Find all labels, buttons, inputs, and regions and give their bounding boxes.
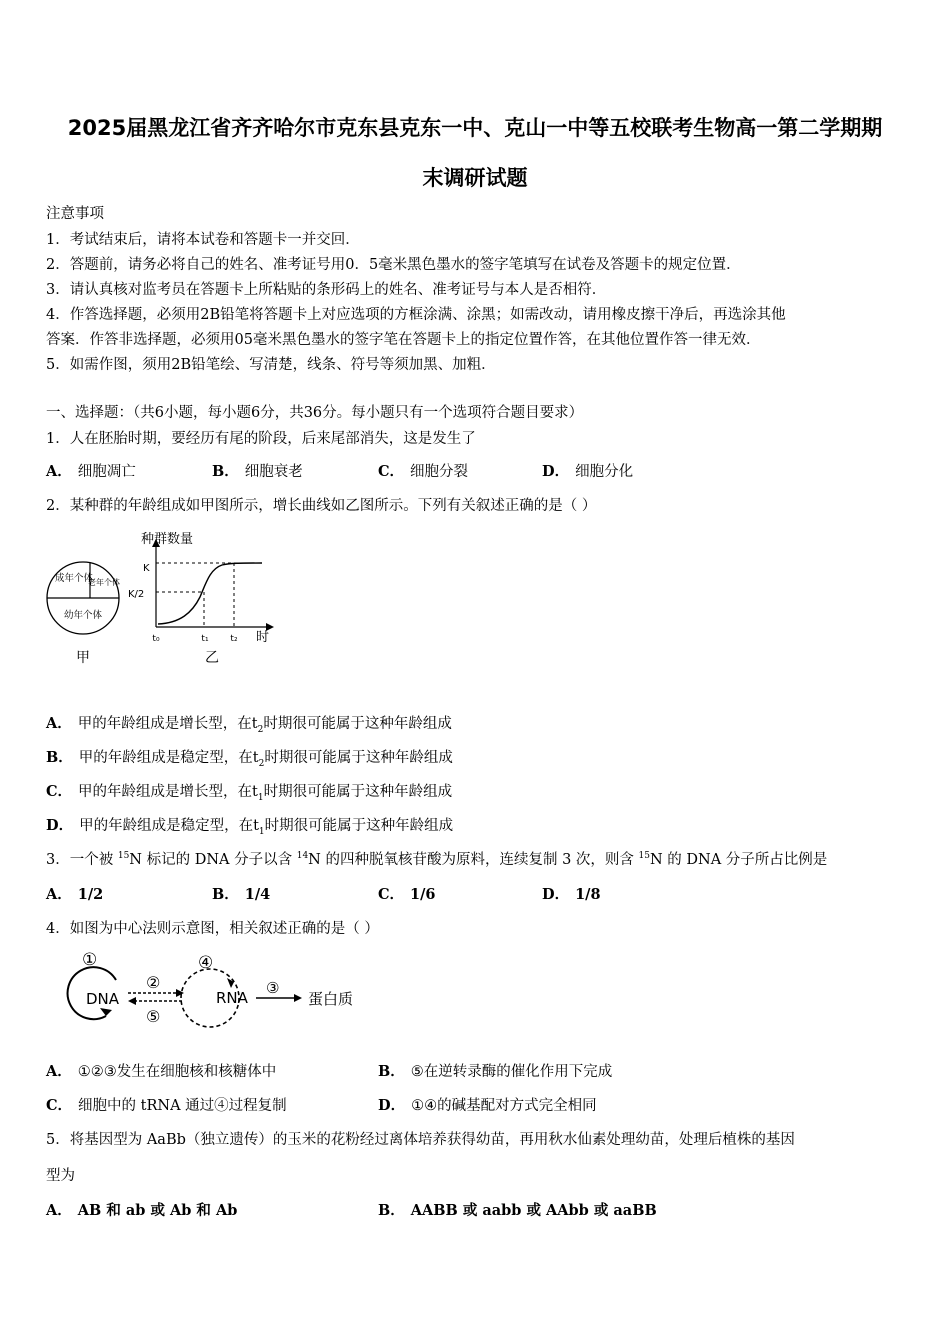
q3-option-d[interactable]: D． 1/8 <box>542 886 601 903</box>
question-2-stem: 2．某种群的年龄组成如甲图所示，增长曲线如乙图所示。下列有关叙述正确的是（ ） <box>46 498 597 514</box>
q1-option-c[interactable]: C． 细胞分裂 <box>378 463 469 480</box>
q2-option-d[interactable]: D． 甲的年龄组成是稳定型，在$t_1$时期很可能属于这种年龄组成 <box>46 817 454 837</box>
age-structure-pie <box>47 562 120 666</box>
q4-option-b[interactable]: B． ⑤在逆转录酶的催化作用下完成 <box>378 1063 613 1080</box>
q1-option-d[interactable]: D． 细胞分化 <box>542 463 634 480</box>
dna-label: DNA <box>86 990 120 1008</box>
notice-heading: 注意事项 <box>46 206 104 222</box>
question-5-stem: 5．将基因型为 AaBb（独立遗传）的玉米的花粉经过离体培养获得幼苗，再用秋水仙素处理幼苗，处理后植株的基因 <box>46 1132 795 1148</box>
pie-label-old: 老年个体 <box>88 578 120 587</box>
section-heading: 一、选择题：（共6小题，每小题6分，共36分。每小题只有一个选项符合题目要求） <box>46 405 584 421</box>
mark-3: ③ <box>266 979 280 997</box>
question-3-stem: 3．一个被 $^{15}$N 标记的 DNA 分子以含 $^{14}$N 的四种脱氧核苷酸为原料，连续复制 3 次，则含 $^{15}$N 的 DNA 分子所占比例是 <box>46 851 828 868</box>
protein-label: 蛋白质 <box>308 990 354 1008</box>
pie-caption: 甲 <box>76 650 90 666</box>
x-tick-t2: t₂ <box>230 634 238 644</box>
y-tick-k: K <box>143 563 150 574</box>
q5-option-b[interactable]: B． AABB 或 aabb 或 AAbb 或 aaBB <box>378 1202 657 1219</box>
page-title-line2: 末调研试题 <box>422 166 528 190</box>
q2-option-b[interactable]: B． 甲的年龄组成是稳定型，在$t_2$时期很可能属于这种年龄组成 <box>46 749 453 769</box>
mark-4: ④ <box>198 953 214 973</box>
question-5-stem-cont: 型为 <box>46 1168 75 1184</box>
q4-option-c[interactable]: C． 细胞中的 tRNA 通过④过程复制 <box>46 1097 287 1114</box>
x-tick-t0: t₀ <box>152 634 160 644</box>
mark-5: ⑤ <box>146 1007 161 1026</box>
pie-label-adult: 成年个体 <box>54 573 94 584</box>
x-axis-label: 时 <box>256 630 270 645</box>
mark-1: ① <box>82 950 98 970</box>
q4-option-a[interactable]: A． ①②③发生在细胞核和核糖体中 <box>46 1063 277 1080</box>
notice-item: 5．如需作图，须用2B铅笔绘、写清楚，线条、符号等须加黑、加粗． <box>46 357 496 373</box>
q2-figure <box>40 525 290 675</box>
rna-label: RNA <box>216 989 248 1007</box>
page-title-line1: 2025届黑龙江省齐齐哈尔市克东县克东一中、克山一中等五校联考生物高一第二学期期 <box>67 116 883 140</box>
q1-option-a[interactable]: A． 细胞凋亡 <box>46 463 136 480</box>
notice-item: 2．答题前，请务必将自己的姓名、准考证号用0．5毫米黑色墨水的签字笔填写在试卷及答题卡的规定位置． <box>46 257 741 273</box>
q3-option-a[interactable]: A． 1/2 <box>46 886 104 903</box>
question-1-stem: 1．人在胚胎时期，要经历有尾的阶段，后来尾部消失，这是发生了 <box>46 431 476 447</box>
q1-option-b[interactable]: B． 细胞衰老 <box>212 463 303 480</box>
curve-caption: 乙 <box>205 650 219 666</box>
q3-option-c[interactable]: C． 1/6 <box>378 886 436 903</box>
notice-item: 3．请认真核对监考员在答题卡上所粘贴的条形码上的姓名、准考证号与本人是否相符． <box>46 282 607 298</box>
growth-curve <box>128 531 274 666</box>
q4-option-d[interactable]: D． ①④的碱基配对方式完全相同 <box>378 1097 597 1114</box>
q2-option-c[interactable]: C． 甲的年龄组成是增长型，在$t_1$时期很可能属于这种年龄组成 <box>46 783 453 803</box>
central-dogma-diagram <box>44 950 374 1035</box>
y-tick-half-k: K/2 <box>128 589 145 600</box>
x-tick-t1: t₁ <box>201 634 209 644</box>
notice-item: 1．考试结束后，请将本试卷和答题卡一并交回． <box>46 232 360 248</box>
question-4-stem: 4．如图为中心法则示意图，相关叙述正确的是（ ） <box>46 921 379 937</box>
q3-option-b[interactable]: B． 1/4 <box>212 886 271 903</box>
q5-option-a[interactable]: A． AB 和 ab 或 Ab 和 Ab <box>46 1202 238 1219</box>
mark-2: ② <box>146 973 161 992</box>
y-axis-label: 种群数量 <box>141 532 194 547</box>
pie-label-young: 幼年个体 <box>63 610 103 621</box>
q2-option-a[interactable]: A． 甲的年龄组成是增长型，在$t_2$时期很可能属于这种年龄组成 <box>46 715 452 735</box>
notice-item: 4．作答选择题，必须用2B铅笔将答题卡上对应选项的方框涂满、涂黑；如需改动，请用橡皮擦干净后，再选涂其他 <box>46 307 786 323</box>
notice-item: 答案．作答非选择题，必须用05毫米黑色墨水的签字笔在答题卡上的指定位置作答，在其他位置作答一律无效． <box>46 332 761 348</box>
